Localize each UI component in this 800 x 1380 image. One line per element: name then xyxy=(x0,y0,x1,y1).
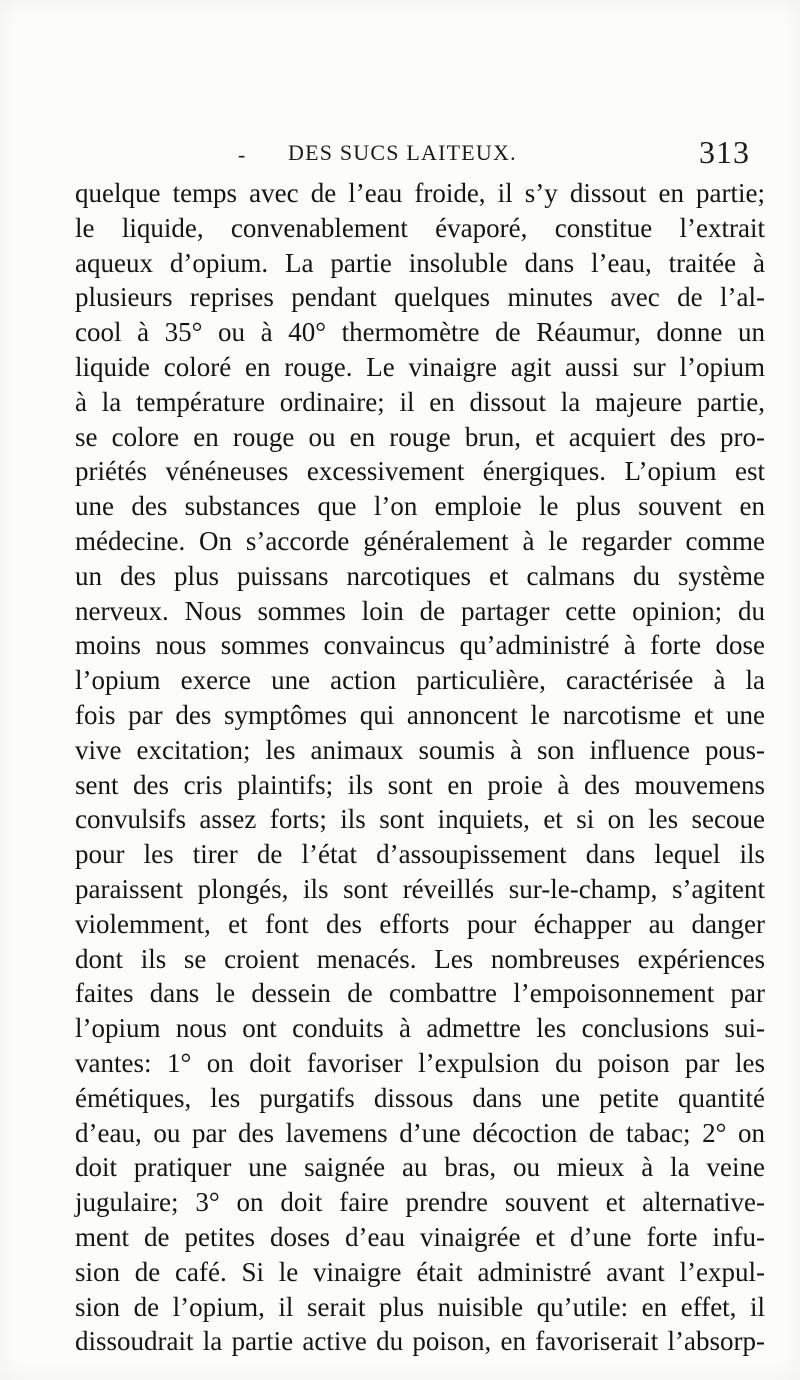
text-line: nerveux. Nous sommes loin de partager cette opinion; du xyxy=(75,595,765,626)
text-line: sion de café. Si le vinaigre était administré avant l’expul- xyxy=(75,1256,765,1287)
text-line: ment de petites doses d’eau vinaigrée et d’une forte infu- xyxy=(75,1221,765,1252)
text-line: une des substances que l’on emploie le plus souvent en xyxy=(75,491,765,522)
text-line: plusieurs reprises pendant quelques minutes avec de l’al- xyxy=(75,282,765,313)
text-line: aqueux d’opium. La partie insoluble dans l’eau, traitée à xyxy=(75,247,765,278)
text-line: l’opium exerce une action particulière, caractérisée à la xyxy=(75,665,765,696)
header-dash: - xyxy=(238,142,246,167)
text-line: priétés vénéneuses excessivement énergiques. L’opium est xyxy=(75,456,765,487)
text-line: paraissent plongés, ils sont réveillés sur-le-champ, s’agitent xyxy=(75,873,765,904)
page-number: 313 xyxy=(699,134,750,170)
text-line: doit pratiquer une saignée au bras, ou mieux à la veine xyxy=(75,1152,765,1183)
text-line: cool à 35° ou à 40° thermomètre de Réaumur, donne un xyxy=(75,317,765,348)
text-line: violemment, et font des efforts pour échapper au danger xyxy=(75,908,765,939)
text-line: un des plus puissans narcotiques et calmans du système xyxy=(75,560,765,591)
text-line: moins nous sommes convaincus qu’administré à forte dose xyxy=(75,630,765,661)
text-line: émétiques, les purgatifs dissous dans une petite quantité xyxy=(75,1082,765,1113)
text-line: d’eau, ou par des lavemens d’une décoction de tabac; 2° on xyxy=(75,1117,765,1148)
text-line: pour les tirer de l’état d’assoupissement dans lequel ils xyxy=(75,839,765,870)
text-line: dissoudrait la partie active du poison, en favoriserait l’absorp- xyxy=(75,1326,765,1357)
text-line: jugulaire; 3° on doit faire prendre souvent et alternative- xyxy=(75,1187,765,1218)
text-line: le liquide, convenablement évaporé, constitue l’extrait xyxy=(75,212,765,243)
text-line: l’opium nous ont conduits à admettre les conclusions sui- xyxy=(75,1013,765,1044)
text-line: convulsifs assez forts; ils sont inquiets, et si on les secoue xyxy=(75,804,765,835)
text-line: sent des cris plaintifs; ils sont en proie à des mouvemens xyxy=(75,769,765,800)
text-line: liquide coloré en rouge. Le vinaigre agit aussi sur l’opium xyxy=(75,351,765,382)
text-line: quelque temps avec de l’eau froide, il s’y dissout en partie; xyxy=(75,178,765,208)
text-line: à la température ordinaire; il en dissout la majeure partie, xyxy=(75,386,765,417)
text-line: se colore en rouge ou en rouge brun, et acquiert des pro- xyxy=(75,421,765,452)
running-header xyxy=(70,134,750,180)
text-line: médecine. On s’accorde généralement à le regarder comme xyxy=(75,525,765,556)
text-line: fois par des symptômes qui annoncent le narcotisme et une xyxy=(75,699,765,730)
text-line: vive excitation; les animaux soumis à son influence pous- xyxy=(75,734,765,765)
text-line: dont ils se croient menacés. Les nombreuses expériences xyxy=(75,943,765,974)
running-title: DES SUCS LAITEUX. xyxy=(288,140,517,165)
body-paragraph xyxy=(75,176,765,1359)
text-line: faites dans le dessein de combattre l’empoisonnement par xyxy=(75,978,765,1009)
text-line: sion de l’opium, il serait plus nuisible qu’utile: en effet, il xyxy=(75,1291,765,1322)
text-line: vantes: 1° on doit favoriser l’expulsion du poison par les xyxy=(75,1047,765,1078)
